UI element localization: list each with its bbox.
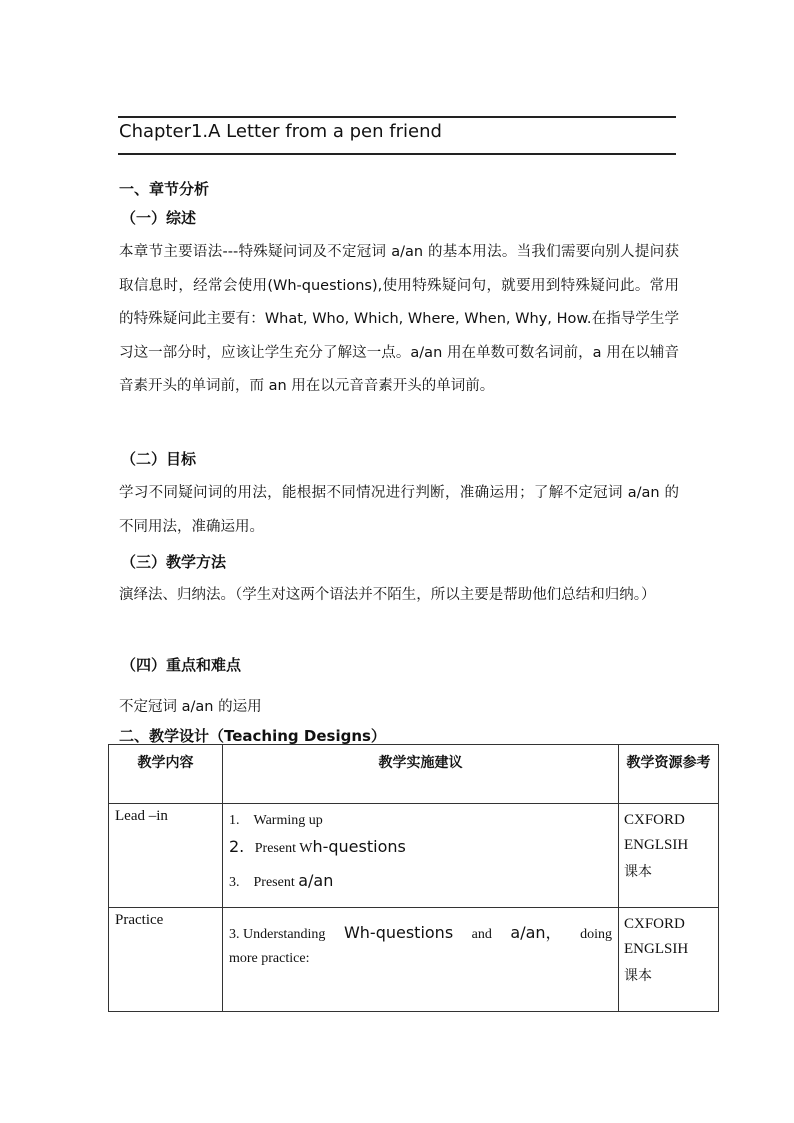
sub3-text: 演绎法、归纳法。（学生对这两个语法并不陌生，所以主要是帮助他们总结和归纳。） bbox=[119, 587, 656, 603]
sub1-heading: （一）综述 bbox=[121, 209, 197, 227]
table-header-cell: 教学实施建议 bbox=[223, 745, 619, 804]
table-header-cell: 教学内容 bbox=[109, 745, 223, 804]
sub3-heading: （三）教学方法 bbox=[121, 553, 227, 571]
sub2-text: 学习不同疑问词的用法，能根据不同情况进行判断，准确运用；了解不定冠词 a/an 的不同用法，准确运用。 bbox=[119, 485, 679, 535]
sub4-text: 不定冠词 a/an 的运用 bbox=[119, 699, 262, 715]
step-item: 3. Present a/an bbox=[229, 871, 334, 890]
table-cell-content: Practice bbox=[109, 908, 223, 1012]
section2-heading: 二、教学设计（Teaching Designs） bbox=[119, 727, 386, 745]
table-cell-resources: CXFORD ENGLSIH 课本 bbox=[619, 804, 719, 908]
table-cell-steps bbox=[223, 804, 619, 908]
title-top-rule bbox=[118, 116, 676, 118]
step-item: 1. Warming up bbox=[229, 813, 323, 828]
title-bottom-rule bbox=[118, 153, 676, 155]
table-cell-practice bbox=[223, 908, 619, 1012]
table-cell-resources: CXFORD ENGLSIH 课本 bbox=[619, 908, 719, 1012]
table-header-cell: 教学资源参考 bbox=[619, 745, 719, 804]
table-row bbox=[109, 908, 719, 1012]
sub2-heading: （二）目标 bbox=[121, 450, 197, 468]
table-cell-content: Lead –in bbox=[109, 804, 223, 908]
table-row bbox=[109, 804, 719, 908]
practice-line: 3. Understanding Wh-questions and a/an， doing bbox=[229, 923, 612, 942]
chapter-title: Chapter1.A Letter from a pen friend bbox=[119, 121, 442, 142]
table-header-row bbox=[109, 745, 719, 804]
teaching-design-table bbox=[108, 744, 719, 1012]
step-item: 2. Present Wh-questions bbox=[229, 837, 406, 856]
section1-heading: 一、章节分析 bbox=[119, 180, 210, 198]
practice-line: more practice: bbox=[229, 951, 310, 966]
sub4-heading: （四）重点和难点 bbox=[121, 656, 242, 674]
sub1-text: 本章节主要语法---特殊疑问词及不定冠词 a/an 的基本用法。当我们需要向别人提问获取信息时，经常会使用(Wh-questions),使用特殊疑问句，就要用到特殊疑问此。常用的特殊疑问此主要有：What, Who, Which, Where, When, Why, How.在指导学生学习这一部分时，应该让学生充分了解这一点。a/an 用在单数可数名词前，a 用在以辅音音素开头的单词前，而 an 用在以元音音素开头的单词前。 bbox=[119, 244, 679, 394]
